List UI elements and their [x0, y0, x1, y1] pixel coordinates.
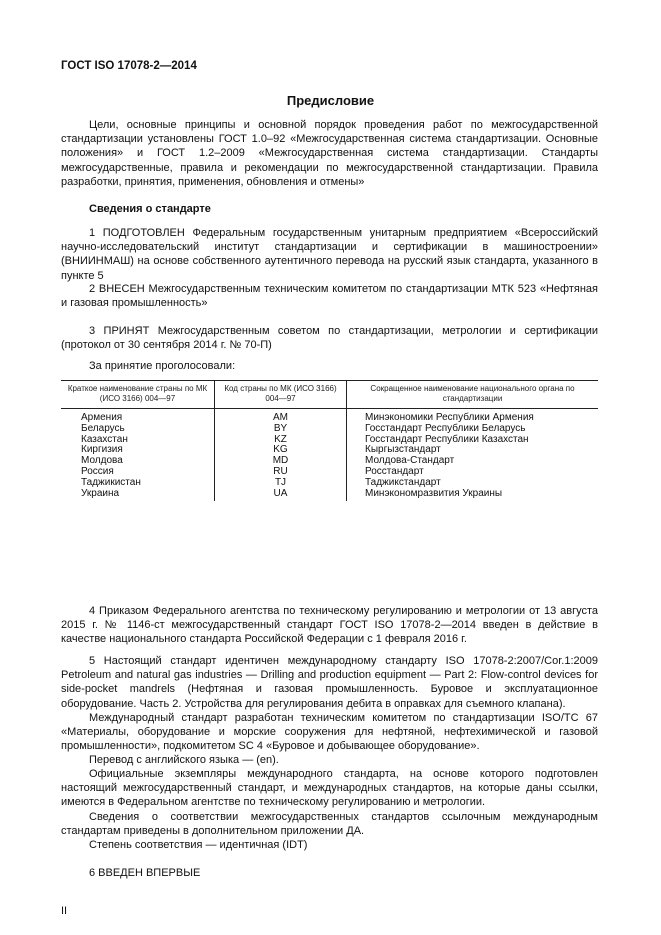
country-code-cell: UA [215, 489, 347, 502]
page-number: II [61, 905, 68, 917]
table-row [61, 467, 598, 478]
item-5-committee-paragraph: Международный стандарт разработан техническим комитетом по стандартизации ISO/TC 67 «Материалы, оборудование и морские сооружения для нефтяной, нефтехимической и газовой промышленности», подкомитетом SC 4 «Буровое и добывающее оборудование». [61, 712, 598, 753]
vote-intro: За принятие проголосовали: [89, 360, 236, 372]
standards-body-cell: Минэкономики Республики Армения [347, 409, 599, 424]
item-4-paragraph: 4 Приказом Федерального агентства по техническому регулированию и метрологии от 13 августа 2015 г. № 1146-ст межгосударственный стандарт ГОСТ ISO 17078-2—2014 введен в действие в качестве национального стандарта Российской Федерации с 1 февраля 2016 г. [61, 605, 598, 646]
voting-table [61, 380, 598, 501]
standards-body-cell: Росстандарт [347, 467, 599, 478]
item-3-paragraph: 3 ПРИНЯТ Межгосударственным советом по стандартизации, метрологии и сертификации (протокол от 30 сентября 2014 г. № 70-П) [61, 325, 598, 352]
item-6-paragraph: 6 ВВЕДЕН ВПЕРВЫЕ [89, 867, 201, 879]
country-code-cell: KZ [215, 435, 347, 446]
country-name-cell: Киргизия [81, 444, 123, 456]
table-header-row [61, 381, 598, 409]
standards-body-cell: Таджикстандарт [347, 478, 599, 489]
section-heading: Сведения о стандарте [89, 203, 211, 215]
standards-body-cell: Кыргызстандарт [347, 445, 599, 456]
item-1-paragraph: 1 ПОДГОТОВЛЕН Федеральным государственным унитарным предприятием «Всероссийский научно-исследовательский институт стандартизации и сертификации в машиностроении» (ВНИИНМАШ) на основе собственного аутентичного перевода на русский язык стандарта, указанного в пункте 5 [61, 227, 598, 282]
country-name-cell: Россия [81, 465, 114, 477]
country-name-cell: Армения [81, 412, 123, 423]
item-2-paragraph: 2 ВНЕСЕН Межгосударственным техническим комитетом по стандартизации МТК 523 «Нефтяная и газовая промышленность» [61, 283, 598, 310]
standards-body-cell: Молдова-Стандарт [347, 456, 599, 467]
table-row [61, 424, 598, 435]
item-5-paragraph: 5 Настоящий стандарт идентичен международному стандарту ISO 17078-2:2007/Cor.1:2009 Petroleum and natural gas industries — Drilling and production equipment — Part 2: Flow-control devices for side-pocket mandrels (Нефтяная и газовая промышленность. Буровое и эксплуатационное оборудование. Часть 2. Устройства для регулирования дебита в оправках для съемного клапана). [61, 655, 598, 710]
standards-body-cell: Госстандарт Республики Беларусь [347, 424, 599, 435]
item-5-official-copies-paragraph: Официальные экземпляры международного стандарта, на основе которого подготовлен настоящий межгосударственный стандарт, и международных стандартов, на которые даны ссылки, имеются в Федеральном агентстве по техническому регулированию и метрологии. [61, 768, 598, 809]
table-row [61, 478, 598, 489]
document-id-header: ГОСТ ISO 17078-2—2014 [61, 60, 197, 72]
table-header-code: Код страны по МК (ИСО 3166) 004—97 [215, 381, 347, 409]
table-row [61, 456, 598, 467]
country-name-cell: Таджикистан [81, 476, 141, 488]
page-title: Предисловие [286, 93, 375, 108]
country-name-cell: Казахстан [81, 433, 128, 445]
table-header-organ: Сокращенное наименование национального органа по стандартизации [347, 381, 599, 409]
country-name-cell: Украина [81, 487, 120, 499]
country-code-cell: AM [215, 409, 347, 424]
country-name-cell: Беларусь [81, 422, 125, 434]
table-row [61, 489, 598, 502]
item-5-translation-paragraph: Перевод с английского языка — (en). [89, 754, 279, 766]
country-code-cell: BY [215, 424, 347, 435]
table-header-country: Краткое наименование страны по МК (ИСО 3166) 004—97 [61, 381, 215, 409]
intro-paragraph: Цели, основные принципы и основной порядок проведения работ по межгосударственной стандартизации установлены ГОСТ 1.0–92 «Межгосударственная система стандартизации. Основные положения» и ГОСТ 1.2–2009 «Межгосударственная система стандартизации. Стандарты межгосударственные, правила и рекомендации по межгосударственной стандартизации. Правила разработки, принятия, применения, обновления и отмены» [61, 119, 598, 188]
table-row [61, 445, 598, 456]
table-row [61, 435, 598, 446]
country-name-cell: Молдова [81, 455, 123, 467]
country-code-cell: RU [215, 467, 347, 478]
standards-body-cell: Минэкономразвития Украины [347, 489, 599, 502]
item-5-conformity-paragraph: Степень соответствия — идентичная (IDT) [89, 839, 308, 851]
standards-body-cell: Госстандарт Республики Казахстан [347, 435, 599, 446]
country-code-cell: TJ [215, 478, 347, 489]
country-code-cell: MD [215, 456, 347, 467]
country-code-cell: KG [215, 445, 347, 456]
item-5-correspondence-paragraph: Сведения о соответствии межгосударственных стандартов ссылочным международным стандартам приведены в дополнительном приложении ДА. [61, 811, 598, 838]
table-row [61, 409, 598, 424]
